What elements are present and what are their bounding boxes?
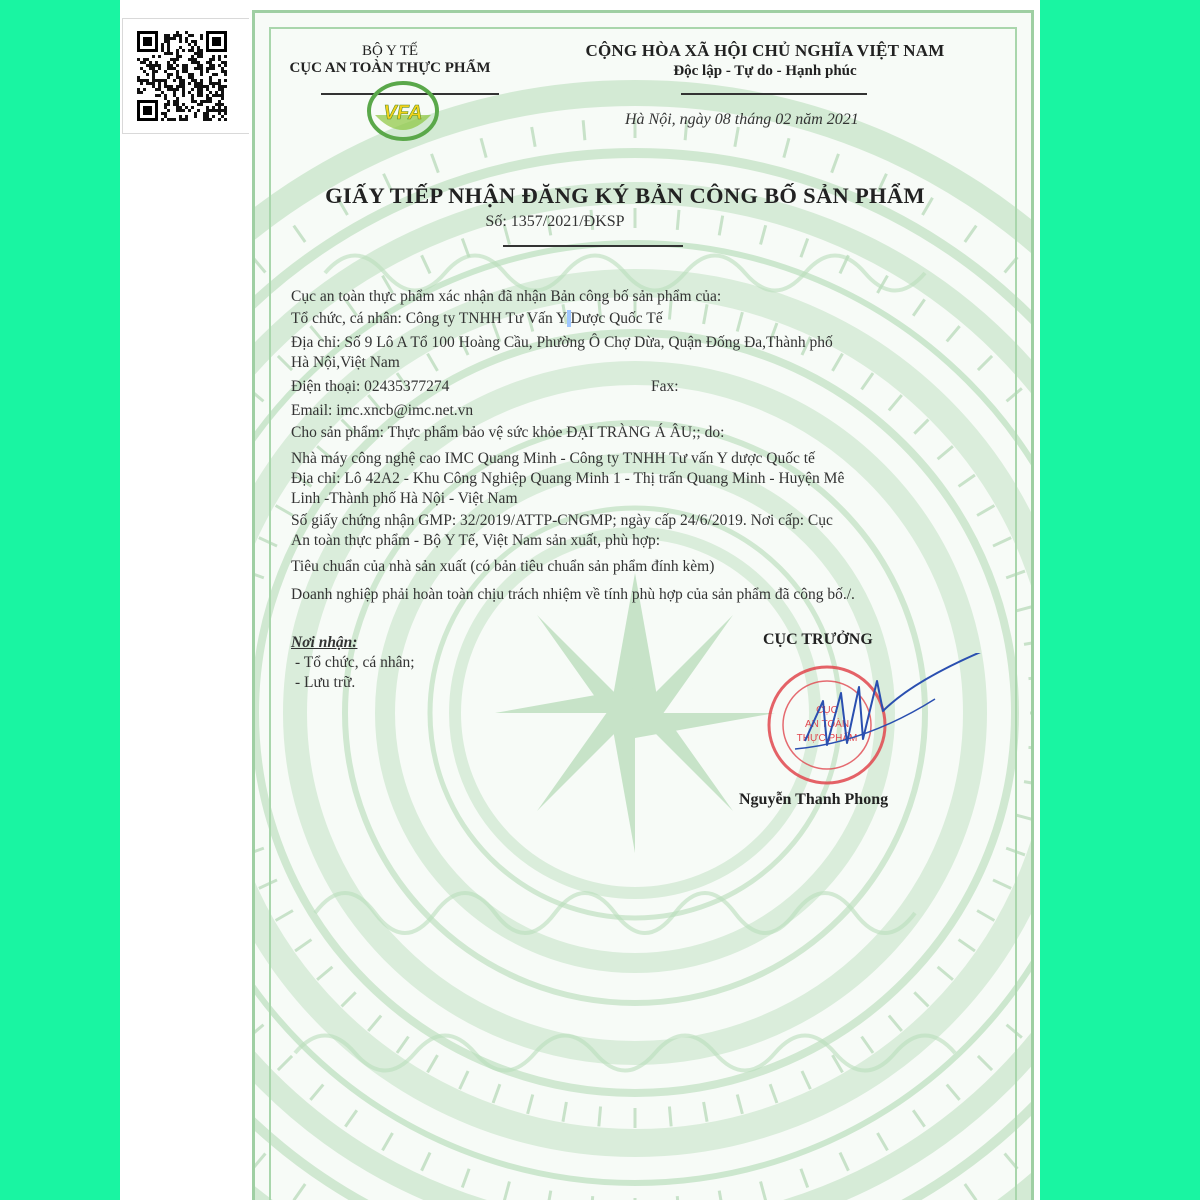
address-line-1: Địa chỉ: Số 9 Lô A Tổ 100 Hoàng Cầu, Phường Ô Chợ Dừa, Quận Đống Đa,Thành phố (291, 334, 833, 351)
title-underline (503, 245, 683, 247)
ministry-name: BỘ Y TẾ (361, 43, 419, 59)
document-title: GIẤY TIẾP NHẬN ĐĂNG KÝ BẢN CÔNG BỐ SẢN PHẨM (325, 183, 925, 208)
document-number: Số: 1357/2021/ĐKSP (485, 213, 625, 230)
qr-code (122, 18, 249, 134)
official-seal (769, 667, 885, 783)
manufacturer-line: Nhà máy công nghệ cao IMC Quang Minh - Công ty TNHH Tư vấn Y dược Quốc tế (291, 450, 815, 467)
manufacturer-address-line-2: Linh -Thành phố Hà Nội - Việt Nam (291, 490, 518, 507)
organization-line (291, 309, 663, 329)
nation-name: CỘNG HÒA XÃ HỘI CHỦ NGHĨA VIỆT NAM (585, 41, 945, 60)
issuer-header (255, 43, 525, 77)
email-line: Email: imc.xncb@imc.net.vn (291, 402, 474, 419)
certificate (252, 10, 1034, 1200)
standard-line: Tiêu chuẩn của nhà sản xuất (có bản tiêu chuẩn sản phẩm đính kèm) (291, 558, 715, 575)
organization-name-part-1: Công ty TNHH Tư Vấn Y (405, 310, 567, 327)
vfa-logo (361, 75, 445, 145)
agency-name: CỤC AN TOÀN THỰC PHẨM (289, 60, 491, 76)
issue-date: Hà Nội, ngày 08 tháng 02 năm 2021 (625, 111, 859, 128)
nation-header (555, 41, 975, 80)
signer-name: Nguyễn Thanh Phong (739, 791, 889, 808)
seal-text-line-3: THỰC PHẨM (796, 733, 858, 744)
manufacturer-address-line-1: Địa chỉ: Lô 42A2 - Khu Công Nghiệp Quang Minh 1 - Thị trấn Quang Minh - Huyện Mê (291, 470, 845, 487)
national-motto: Độc lập - Tự do - Hạnh phúc (673, 63, 857, 79)
recipients-label: Nơi nhận: (291, 634, 358, 651)
organization-label: Tổ chức, cá nhân: (291, 310, 406, 327)
phone-line: Điện thoại: 02435377274 (291, 378, 450, 395)
gmp-line-2: An toàn thực phẩm - Bộ Y Tế, Việt Nam sản xuất, phù hợp: (291, 532, 661, 549)
responsibility-line: Doanh nghiệp phải hoàn toàn chịu trách nhiệm về tính phù hợp của sản phẩm đã công bố./. (291, 586, 855, 603)
motto-underline (681, 93, 867, 95)
recipients-block (291, 633, 415, 693)
gmp-line-1: Số giấy chứng nhận GMP: 32/2019/ATTP-CNGMP; ngày cấp 24/6/2019. Nơi cấp: Cục (291, 512, 833, 529)
signer-title: CỤC TRƯỞNG (763, 631, 873, 648)
qr-code-icon (137, 31, 233, 121)
product-line: Cho sản phẩm: Thực phẩm bảo vệ sức khỏe ĐẠI TRÀNG Á ÂU;; do: (291, 424, 725, 441)
recipient-item: - Lưu trữ. (295, 674, 356, 691)
seal-text-line-2: AN TOÀN (804, 719, 850, 730)
vfa-logo-text: VFA (383, 102, 423, 124)
seal-text-line-1: CỤC (816, 705, 838, 716)
fax-line: Fax: (651, 378, 679, 395)
organization-name-part-2: Dược Quốc Tế (570, 310, 663, 327)
official-seal-and-signature (755, 653, 995, 793)
recipient-item: - Tổ chức, cá nhân; (295, 654, 415, 671)
address-line-2: Hà Nội,Việt Nam (291, 354, 400, 371)
intro-line: Cục an toàn thực phẩm xác nhận đã nhận Bản công bố sản phẩm của: (291, 288, 722, 305)
